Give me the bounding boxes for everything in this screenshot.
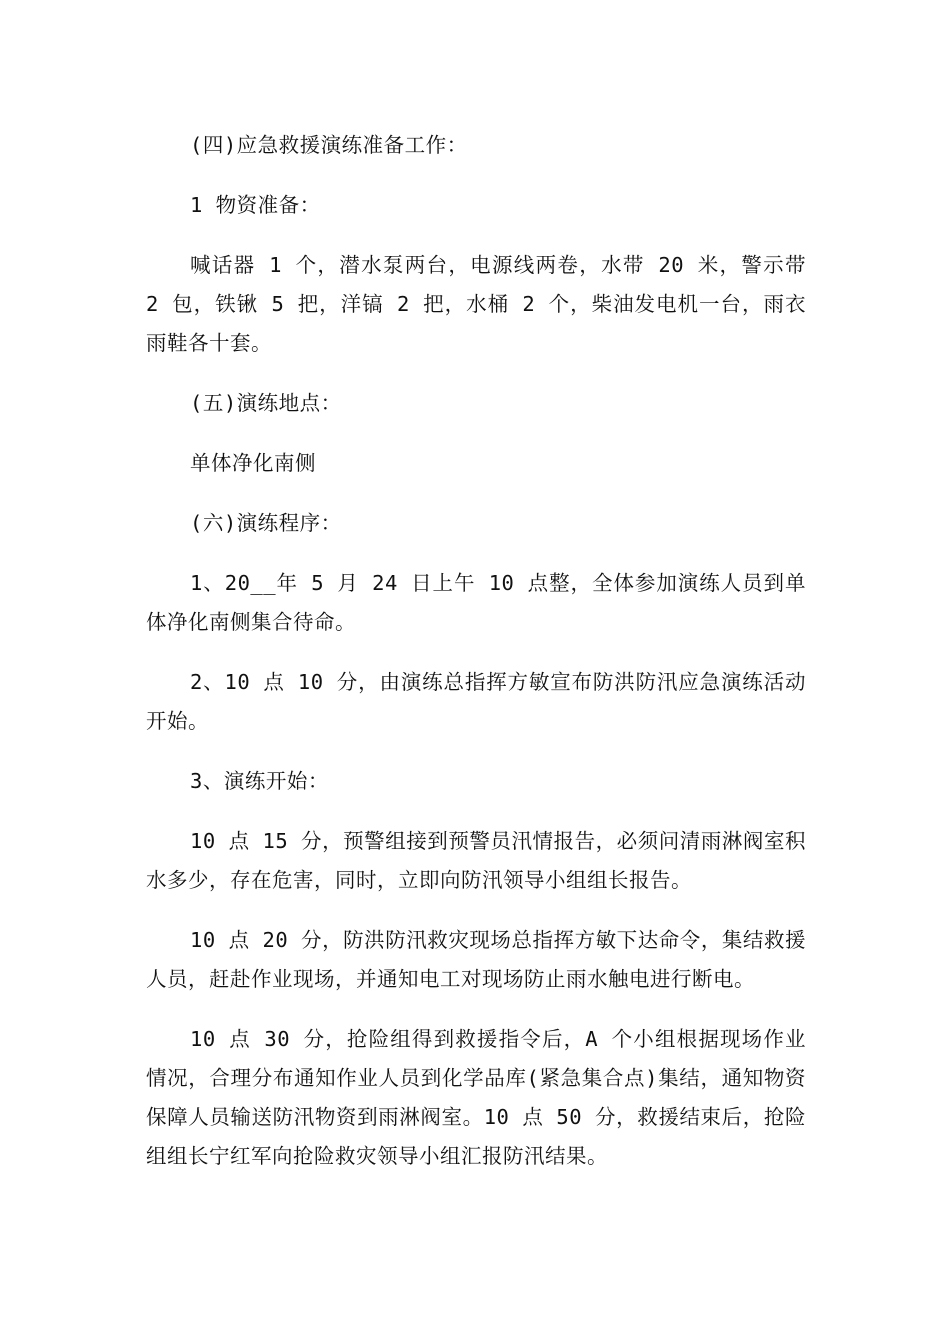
procedure-step-1: 1、20__年 5 月 24 日上午 10 点整，全体参加演练人员到单体净化南侧集合待命。	[146, 571, 806, 634]
location-paragraph: 单体净化南侧	[190, 451, 316, 475]
procedure-1015-paragraph: 10 点 15 分，预警组接到预警员汛情报告，必须问清雨淋阀室积水多少，存在危害，同时，立即向防汛领导小组组长报告。	[146, 829, 806, 892]
procedure-1020-paragraph: 10 点 20 分，防洪防汛救灾现场总指挥方敏下达命令，集结救援人员，赶赴作业现场，并通知电工对现场防止雨水触电进行断电。	[146, 928, 806, 991]
section-heading-procedure: (六)演练程序：	[190, 511, 342, 535]
materials-list-paragraph: 喊话器 1 个，潜水泵两台，电源线两卷，水带 20 米，警示带 2 包，铁锹 5 把，洋镐 2 把，水桶 2 个，柴油发电机一台，雨衣雨鞋各十套。	[146, 253, 806, 355]
subheading-materials: 1 物资准备：	[190, 193, 321, 217]
section-heading-preparation: (四)应急救援演练准备工作：	[190, 133, 468, 157]
procedure-1030-paragraph: 10 点 30 分，抢险组得到救援指令后，A 个小组根据现场作业情况，合理分布通知作业人员到化学品库(紧急集合点)集结，通知物资保障人员输送防汛物资到雨淋阀室。10 点 50 分，救援结束后，抢险组组长宁红军向抢险救灾领导小组汇报防汛结果。	[146, 1027, 806, 1168]
procedure-step-3: 3、演练开始：	[190, 769, 329, 793]
procedure-step-2: 2、10 点 10 分，由演练总指挥方敏宣布防洪防汛应急演练活动开始。	[146, 670, 806, 733]
document-body	[146, 126, 806, 1197]
section-heading-location: (五)演练地点：	[190, 391, 342, 415]
